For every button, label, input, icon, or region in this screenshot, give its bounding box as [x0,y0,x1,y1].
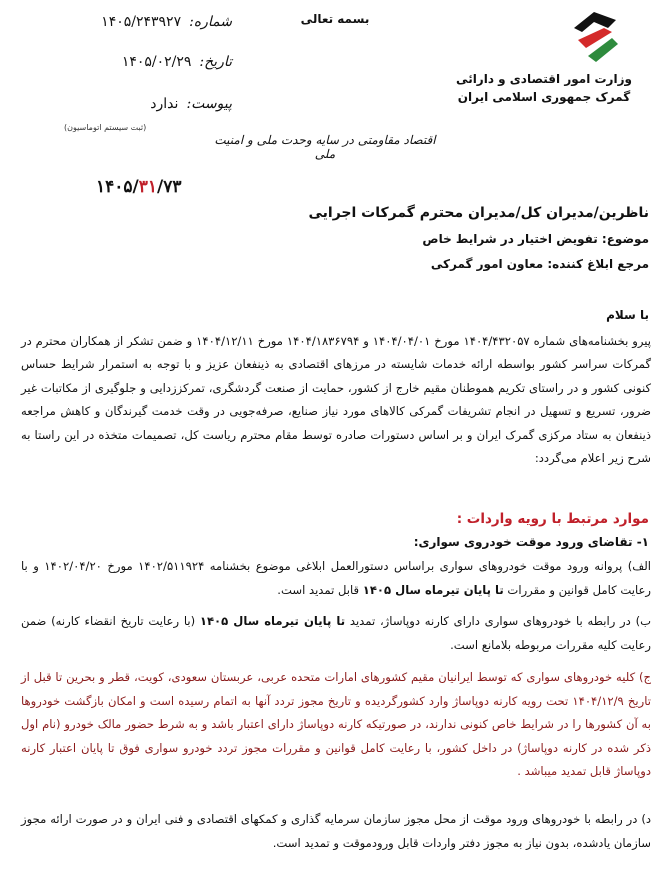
paragraph-b-text-1: ب) در رابطه با خودروهای سواری دارای کارنه دوپاساژ، تمدید [345,614,652,628]
greeting: با سلام [606,308,649,322]
attachment-label: پیوست: [186,96,232,112]
recipient: ناظرین/مدیران کل/مدیران محترم گمرکات اجرایی [308,205,649,221]
item-1-title: ۱- تقاضای ورود موقت خودروی سواری: [413,535,649,549]
paragraph-b-text-2: (با رعایت تاریخ انقضاء کارنه) ضمن رعایت کلیه مقررات مربوطه بلامانع است. [21,614,651,652]
reference-part-2: ۳۱ [138,177,157,197]
ministry-line-2: گمرک جمهوری اسلامی ایران [457,90,631,104]
paragraph-b [21,610,651,657]
slogan: اقتصاد مقاومتی در سایه وحدت ملی و امنیت ملی [214,133,436,161]
number-value: ۱۴۰۵/۲۴۳۹۲۷ [101,14,182,30]
paragraph-a-text-2: قابل تمدید است. [277,582,363,597]
paragraph-c: ج) کلیه خودروهای سواری که توسط ایرانیان مقیم کشورهای امارات متحده عربی، عربستان سعودی، کویت، قطر و بحرین تا قبل از تاریخ ۱۴۰۴/۱۲/۹ تحت رویه کارنه دوپاساژ وارد کشورگردیده و تاریخ مجوز تردد آنها به اتمام رسیده است و امکان بازگشت خودروها به آن کشورها را در شرایط خاص کنونی ندارند، در صورتیکه کارنه دوپاساژ دارای اعتبار باشد و به شرط حضور مالک خودرو (نام اول ذکر شده در کارنه دوپاساژ) در داخل کشور، با رعایت کامل قوانین و مقررات مجوز تردد خودرو سواری فوق تا پایان اعتبار کارنه دوپاساژ قابل تمدید میباشد . [21,670,651,778]
attachment-value: ندارد [150,96,179,112]
customs-logo [568,10,622,64]
letter-date-row [22,54,232,70]
customs-logo-icon [568,10,622,64]
number-label: شماره: [189,14,232,30]
paragraph-a-text-1: الف) پروانه ورود موقت خودروهای سواری براساس دستورالعمل ابلاغی موضوع بخشنامه ۱۴۰۲/۵۱۱۹۲۴ مورخ ۱۴۰۲/۰۴/۲۰ و با رعایت کامل قوانین و مقررات [21,559,652,597]
reference-number [96,177,181,197]
paragraph-d: د) در رابطه با خودروهای ورود موقت از محل مجوز سازمان سرمایه گذاری و کمکهای اقتصادی و فنی ایران و در صورت ارائه مجوز سازمان یادشده، بدون نیاز به مجوز دفتر واردات قابل ورودموقت و تمدید است. [21,812,651,850]
system-note: (ثبت سیستم اتوماسیون) [64,123,147,132]
basmala: بسمه تعالی [300,12,370,26]
subject: موضوع: تفویض اختیار در شرایط خاص [422,232,649,246]
section-title: موارد مرتبط با رویه واردات : [456,511,649,527]
paragraph-b-bold: تا پایان تیرماه سال ۱۴۰۵ [199,614,346,628]
ministry-name [430,70,658,106]
reference-part-1: ۱۴۰۵/ [96,177,139,197]
letter-number-row [22,14,232,30]
paragraph-a [21,555,651,602]
reference-part-3: /۷۳ [157,177,182,197]
date-label: تاریخ: [199,54,232,70]
issuing-authority: مرجع ابلاغ کننده: معاون امور گمرکی [430,257,649,271]
paragraph-a-bold: تا پایان تیرماه سال ۱۴۰۵ [362,582,504,597]
date-value: ۱۴۰۵/۰۲/۲۹ [121,54,192,70]
intro-paragraph: پیرو بخشنامه‌های شماره ۱۴۰۴/۴۳۲۰۵۷ مورخ ۱۴۰۴/۰۴/۰۱ و ۱۴۰۴/۱۸۳۶۷۹۴ مورخ ۱۴۰۴/۱۲/۱۱ و ضمن تشکر از همکاران محترم در گمرکات سراسر کشور بواسطه ارائه خدمات شایسته در مرزهای اقتصادی به ذینفعان عزیز و با توجه به استمرار شرایط حساس کنونی کشور و در راستای تکریم هموطنان مقیم خارج از کشور، حمایت از صنعت گردشگری، تمرکززدایی و جلوگیری از مکاتبات غیر ضرور، تسریع و تسهیل در انجام تشریفات گمرکی کالاهای مورد نیاز صنایع، صرفه‌جویی در وقت خدمت گیرندگان و کاهش مراجعه ذینفعان به ستاد مرکزی گمرک ایران و بر اساس دستورات صادره توسط مقام محترم ریاست کل، تصمیمات متخذه در این راستا به شرح زیر اعلام می‌گردد: [21,334,651,466]
attachment-row [22,96,232,112]
ministry-line-1: وزارت امور اقتصادی و دارائی [456,72,632,86]
